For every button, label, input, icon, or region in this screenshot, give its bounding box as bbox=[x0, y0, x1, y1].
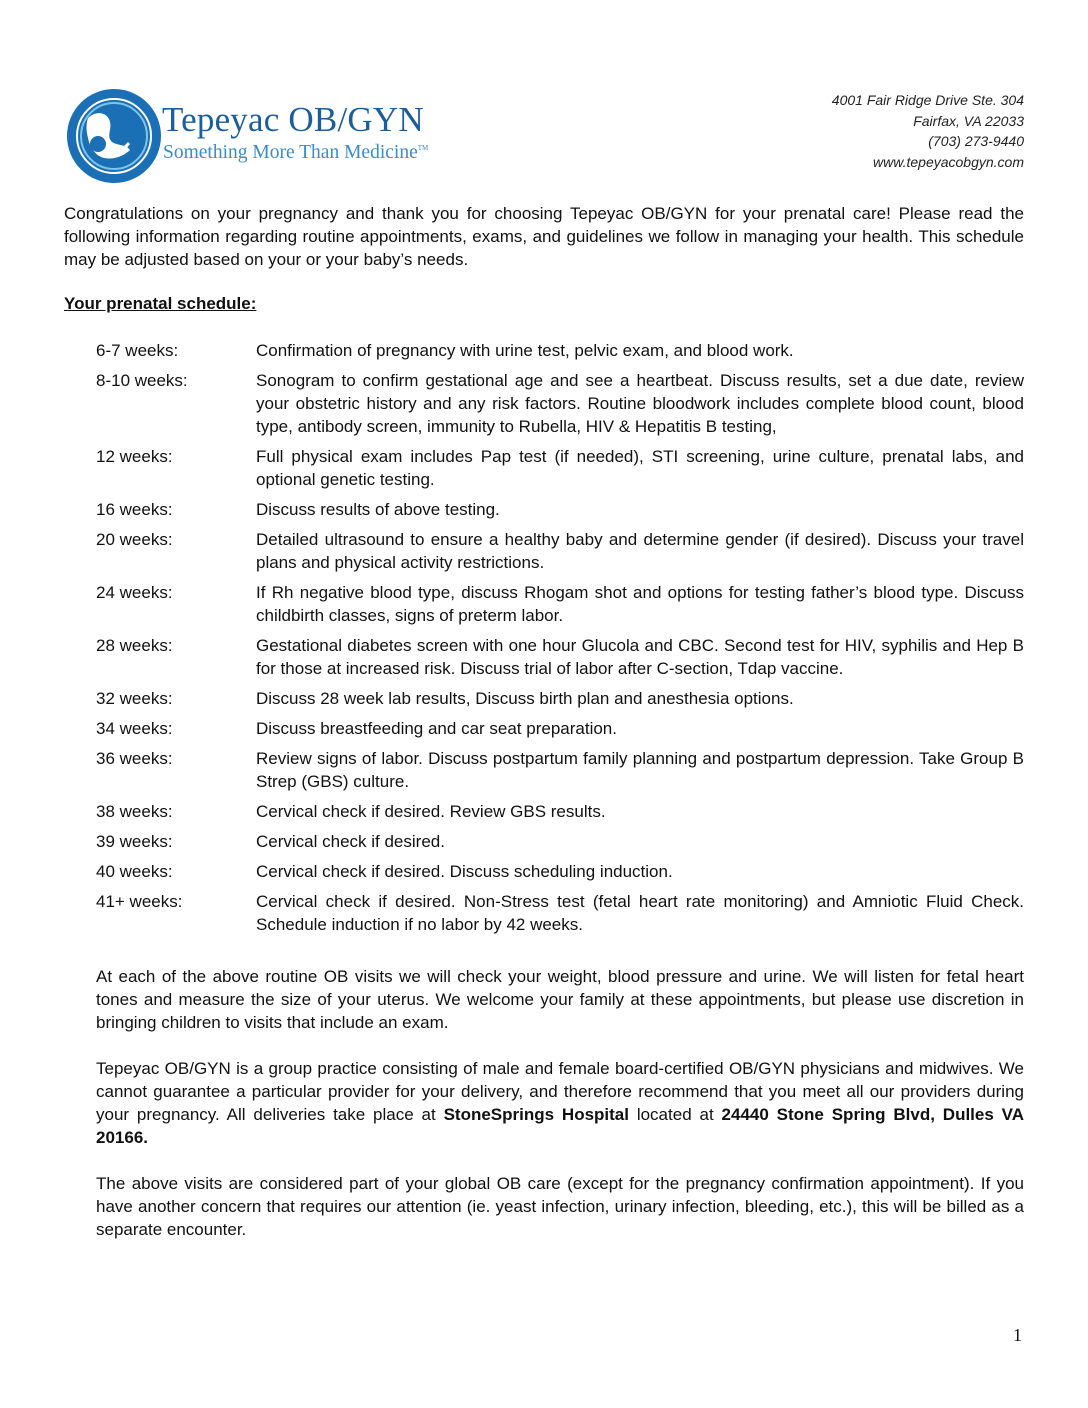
schedule-weeks: 39 weeks: bbox=[96, 832, 173, 851]
schedule-weeks: 6-7 weeks: bbox=[96, 341, 179, 360]
schedule-weeks: 28 weeks: bbox=[96, 636, 173, 655]
schedule-description: Confirmation of pregnancy with urine test, pelvic exam, and blood work. bbox=[256, 341, 794, 360]
schedule-weeks: 24 weeks: bbox=[96, 583, 173, 602]
schedule-description: Full physical exam includes Pap test (if needed), STI screening, urine culture, prenatal labs, and optional genetic testing. bbox=[256, 447, 1024, 489]
schedule-description: Cervical check if desired. Non-Stress test (fetal heart rate monitoring) and Amniotic Fluid Check. Schedule induction if no labor by 42 weeks. bbox=[256, 892, 1024, 934]
located-at-text: located at bbox=[628, 1105, 722, 1124]
schedule-weeks: 40 weeks: bbox=[96, 862, 173, 881]
schedule-description: Cervical check if desired. bbox=[256, 832, 445, 851]
practice-text: Tepeyac OB/GYN is a group practice consisting of male and female board-certified OB/GYN physicians and midwives. We cannot guarantee a particular provider for your delivery, and therefore recommend that you meet all our providers during your pregnancy. All deliveries take place at bbox=[96, 1059, 1024, 1124]
billing-paragraph: The above visits are considered part of your global OB care (except for the pregnancy confirmation appointment). If you have another concern that requires our attention (ie. yeast infection, urinary infection, bleeding, etc.), this will be billed as a separate encounter. bbox=[96, 1174, 1024, 1239]
schedule-row bbox=[96, 800, 1024, 823]
schedule-weeks: 8-10 weeks: bbox=[96, 371, 188, 390]
schedule-row bbox=[96, 369, 1024, 438]
schedule-description: If Rh negative blood type, discuss Rhogam shot and options for testing father’s blood type. Discuss childbirth classes, signs of preterm labor. bbox=[256, 583, 1024, 625]
schedule-description: Discuss results of above testing. bbox=[256, 500, 500, 519]
website-link[interactable]: www.tepeyacobgyn.com bbox=[873, 153, 1024, 170]
schedule-row bbox=[96, 830, 1024, 853]
logo-tagline bbox=[163, 142, 428, 164]
routine-visits-paragraph: At each of the above routine OB visits we will check your weight, blood pressure and urine. We will listen for fetal heart tones and measure the size of your uterus. We welcome your family at these appointments, but please use discretion in bringing children to visits that include an exam. bbox=[96, 967, 1024, 1032]
schedule-description: Cervical check if desired. Review GBS results. bbox=[256, 802, 606, 821]
schedule-row bbox=[96, 634, 1024, 680]
address-block bbox=[832, 90, 1024, 172]
schedule-weeks: 34 weeks: bbox=[96, 719, 173, 738]
tagline-text: Something More Than Medicine bbox=[163, 142, 418, 163]
schedule-weeks: 41+ weeks: bbox=[96, 892, 183, 911]
schedule-weeks: 12 weeks: bbox=[96, 447, 173, 466]
mother-child-logo-icon bbox=[66, 88, 162, 184]
hospital-name: StoneSprings Hospital bbox=[443, 1105, 629, 1124]
schedule-weeks: 32 weeks: bbox=[96, 689, 173, 708]
trademark-symbol: TM bbox=[417, 144, 429, 152]
schedule-row bbox=[96, 747, 1024, 793]
schedule-weeks: 16 weeks: bbox=[96, 500, 173, 519]
schedule-row bbox=[96, 860, 1024, 883]
schedule-row bbox=[96, 717, 1024, 740]
logo-title: Tepeyac OB/GYN bbox=[162, 100, 424, 139]
schedule-row bbox=[96, 687, 1024, 710]
schedule-description: Discuss 28 week lab results, Discuss birth plan and anesthesia options. bbox=[256, 689, 794, 708]
prenatal-schedule-list bbox=[96, 339, 1024, 943]
schedule-row bbox=[96, 498, 1024, 521]
practice-paragraph bbox=[96, 1057, 1024, 1149]
street-address: 4001 Fair Ridge Drive Ste. 304 bbox=[831, 92, 1024, 108]
phone-number: (703) 273-9440 bbox=[928, 133, 1024, 149]
schedule-heading: Your prenatal schedule: bbox=[64, 294, 257, 313]
schedule-row bbox=[96, 890, 1024, 936]
schedule-row bbox=[96, 339, 1024, 362]
schedule-weeks: 20 weeks: bbox=[96, 530, 173, 549]
schedule-row bbox=[96, 528, 1024, 574]
hospital-address: 24440 Stone Spring Blvd, Dulles VA 20166. bbox=[96, 1105, 1025, 1147]
schedule-description: Review signs of labor. Discuss postpartum family planning and postpartum depression. Take Group B Strep (GBS) culture. bbox=[256, 749, 1024, 791]
schedule-row bbox=[96, 445, 1024, 491]
schedule-description: Gestational diabetes screen with one hour Glucola and CBC. Second test for HIV, syphilis and Hep B for those at increased risk. Discuss trial of labor after C-section, Tdap vaccine. bbox=[256, 636, 1024, 678]
schedule-description: Cervical check if desired. Discuss scheduling induction. bbox=[256, 862, 673, 881]
schedule-description: Discuss breastfeeding and car seat preparation. bbox=[256, 719, 617, 738]
schedule-description: Detailed ultrasound to ensure a healthy baby and determine gender (if desired). Discuss your travel plans and physical activity restrictions. bbox=[256, 530, 1024, 572]
schedule-weeks: 38 weeks: bbox=[96, 802, 173, 821]
intro-paragraph: Congratulations on your pregnancy and thank you for choosing Tepeyac OB/GYN for your prenatal care! Please read the following information regarding routine appointments, exams, and guidelines we follow in managing your health. This schedule may be adjusted based on your or your baby’s needs. bbox=[64, 204, 1024, 269]
page-number: 1 bbox=[1013, 1325, 1022, 1345]
schedule-weeks: 36 weeks: bbox=[96, 749, 173, 768]
schedule-description: Sonogram to confirm gestational age and see a heartbeat. Discuss results, set a due date, review your obstetric history and any risk factors. Routine bloodwork includes complete blood count, blood type, antibody screen, immunity to Rubella, HIV & Hepatitis B testing, bbox=[256, 371, 1024, 436]
practice-logo bbox=[66, 88, 456, 184]
schedule-row bbox=[96, 581, 1024, 627]
city-state-zip: Fairfax, VA 22033 bbox=[913, 112, 1024, 129]
